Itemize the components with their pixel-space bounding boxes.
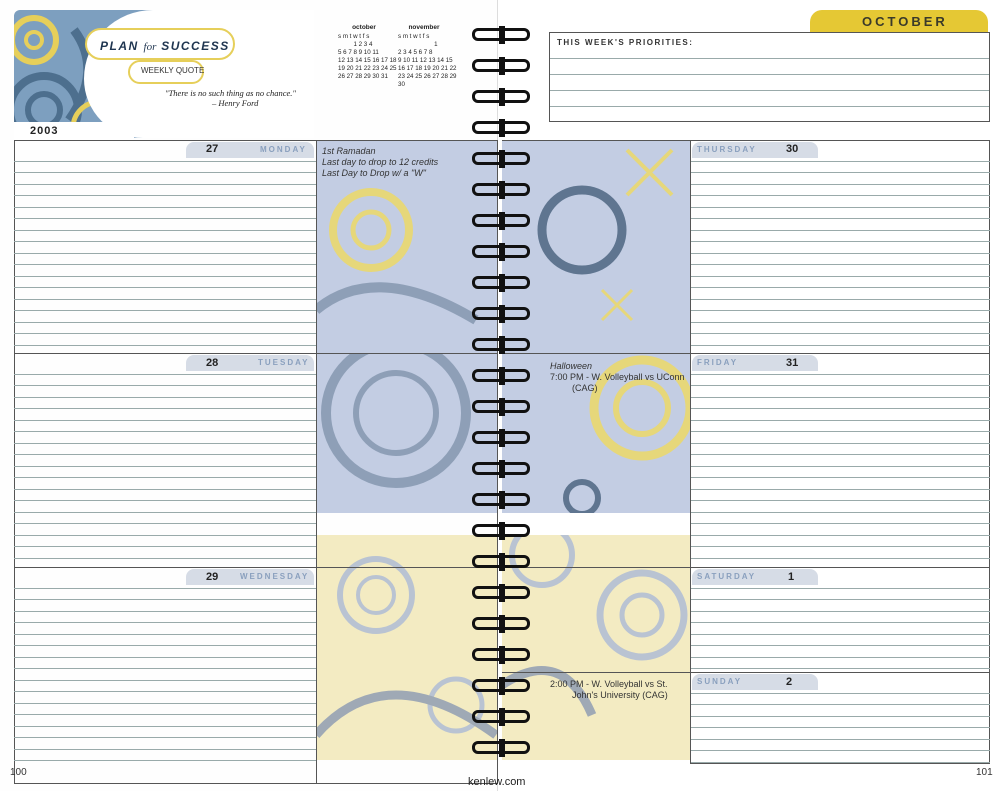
mini-calendar-october [338,24,397,81]
friday-date: 31 [786,357,799,369]
event-line: John's University (CAG) [572,690,668,700]
mini-calendar-row: s m t w t f s [338,33,370,40]
spiral-coil [472,90,530,103]
thursday-lines [690,150,990,346]
month-label: OCTOBER [862,14,948,29]
spiral-coil [472,400,530,413]
spiral-coil [472,214,530,227]
spiral-coil [472,586,530,599]
event-line: Last day to drop to 12 credits [322,157,439,167]
mini-calendar-row: 1 [398,41,438,48]
tuesday-date: 28 [206,357,219,369]
mini-calendar-row: 1 2 3 4 [338,41,373,48]
saturday-label: SATURDAY [697,572,757,581]
left-page-number: 100 [10,767,27,778]
monday-events [322,146,438,179]
wednesday-label: WEDNESDAY [240,572,310,581]
mini-calendar-row: 26 27 28 29 30 31 [338,73,388,80]
plan-title-end: SUCCESS [161,39,230,53]
spiral-coil [472,245,530,258]
event-title: Halloween [550,361,593,371]
spiral-coil [472,555,530,568]
spiral-coil [472,121,530,134]
friday-label: FRIDAY [697,358,739,367]
mini-calendar-row: 5 6 7 8 9 10 11 [338,49,379,56]
divider-thursday-friday [502,353,990,354]
right-column-divider [690,140,691,764]
plan-title-main: PLAN [100,39,139,53]
spiral-coil [472,369,530,382]
spiral-coil [472,59,530,72]
mini-calendar-row: 16 17 18 19 20 21 22 [398,65,457,72]
mini-calendar-row: s m t w t f s [398,33,430,40]
plan-title [100,39,230,53]
sunday-events [550,679,668,701]
event-line: 2:00 PM - W. Volleyball vs St. [550,679,668,689]
spiral-binding [472,28,532,768]
spiral-coil [472,524,530,537]
mini-calendar-row: 23 24 25 26 27 28 29 [398,73,457,80]
tuesday-label: TUESDAY [258,358,310,367]
spiral-coil [472,617,530,630]
left-column-divider [316,140,317,784]
mini-calendar-row: 19 20 21 22 23 24 25 [338,65,397,72]
spiral-coil [472,741,530,754]
divider-saturday-sunday [502,672,990,673]
right-page-number: 101 [976,767,993,778]
priorities-label: THIS WEEK'S PRIORITIES: [557,38,694,47]
mini-calendar-row: 9 10 11 12 13 14 15 [398,57,453,64]
friday-events [550,361,685,394]
mini-calendar-row: 12 13 14 15 16 17 18 [338,57,397,64]
spiral-coil [472,338,530,351]
monday-date: 27 [206,143,219,155]
tuesday-lines [14,363,316,559]
mini-calendar-november [398,24,457,89]
spiral-coil [472,183,530,196]
spiral-coil [472,152,530,165]
footer-credit: kenlew.com [468,776,526,788]
event-line: Last Day to Drop w/ a "W" [322,168,426,178]
divider-friday-saturday [502,567,990,568]
event-line: 7:00 PM - W. Volleyball vs UConn [550,372,685,382]
monday-label: MONDAY [260,145,307,154]
spiral-coil [472,307,530,320]
thursday-date: 30 [786,143,799,155]
year-label: 2003 [30,125,59,137]
wednesday-lines [14,577,316,761]
divider-monday-tuesday [14,353,498,354]
spiral-coil [472,28,530,41]
spiral-coil [472,431,530,444]
weekly-quote-label: WEEKLY QUOTE [141,66,205,75]
event-line: 1st Ramadan [322,146,376,156]
sunday-label: SUNDAY [697,677,743,686]
saturday-lines [690,577,990,669]
event-line: (CAG) [572,383,598,393]
spiral-coil [472,710,530,723]
mini-calendar-title: november [408,24,440,31]
plan-title-for: for [143,41,157,53]
thursday-label: THURSDAY [697,145,757,154]
saturday-date: 1 [788,571,795,583]
wednesday-date: 29 [206,571,219,583]
spiral-coil [472,493,530,506]
sunday-lines [690,682,990,763]
right-top-border [502,140,990,141]
mini-calendar-row: 2 3 4 5 6 7 8 [398,49,433,56]
mini-calendar-title: october [352,24,376,31]
spiral-coil [472,648,530,661]
friday-lines [690,363,990,559]
spiral-coil [472,679,530,692]
spiral-coil [472,462,530,475]
mini-calendar-row: 30 [398,81,405,88]
divider-tuesday-wednesday [14,567,498,568]
quote-author: – Henry Ford [212,98,259,108]
sunday-date: 2 [786,676,793,688]
spiral-coil [472,276,530,289]
quote-text: "There is no such thing as no chance." [165,88,297,98]
monday-lines [14,150,316,346]
